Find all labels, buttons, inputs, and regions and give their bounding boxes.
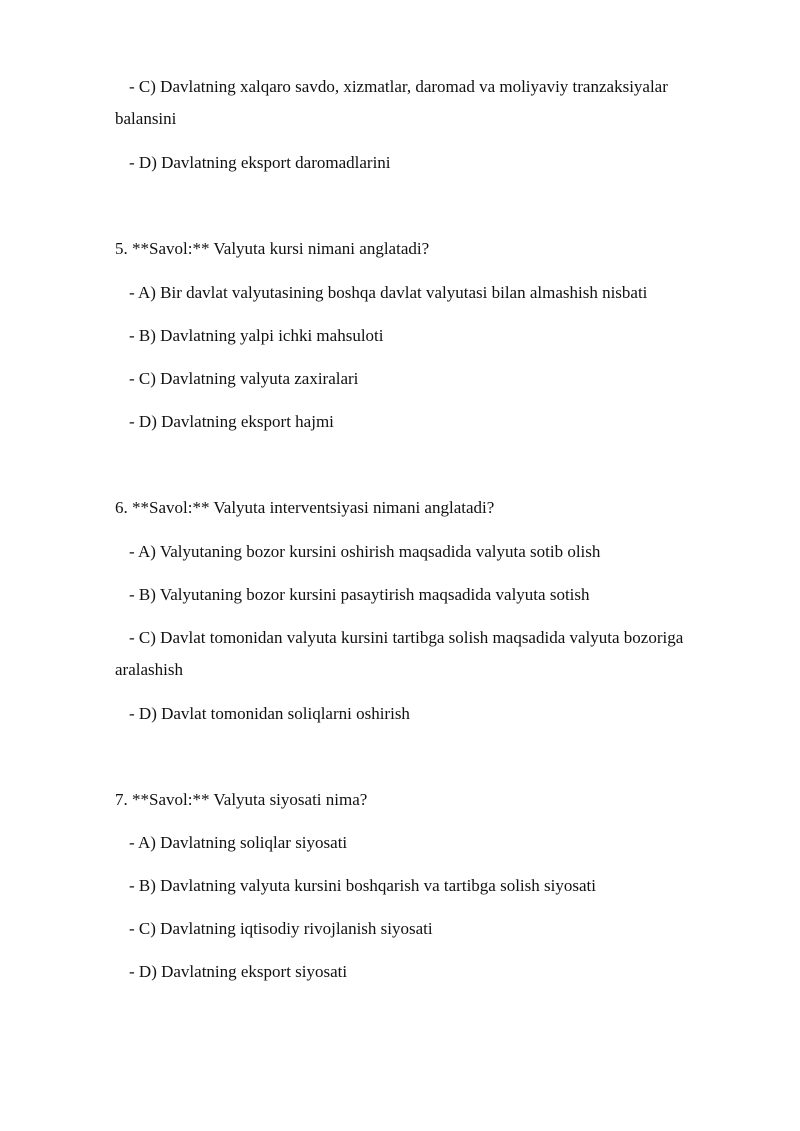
q5-option-a: - A) Bir davlat valyutasining boshqa davlat valyutasi bilan almashish nisbati xyxy=(129,283,648,302)
q5-question: 5. **Savol:** Valyuta kursi nimani anglatadi? xyxy=(115,239,430,258)
q5-option-b: - B) Davlatning yalpi ichki mahsuloti xyxy=(129,326,384,345)
q6-question: 6. **Savol:** Valyuta interventsiyasi nimani anglatadi? xyxy=(115,498,495,517)
q4-option-c-line1: - C) Davlatning xalqaro savdo, xizmatlar, daromad va moliyaviy tranzaksiyalar xyxy=(129,77,668,96)
q7-option-c: - C) Davlatning iqtisodiy rivojlanish siyosati xyxy=(129,919,433,938)
q5-option-c: - C) Davlatning valyuta zaxiralari xyxy=(129,369,359,388)
q6-option-d: - D) Davlat tomonidan soliqlarni oshirish xyxy=(129,704,410,723)
q7-option-d: - D) Davlatning eksport siyosati xyxy=(129,962,348,981)
q4-option-c-line2: balansini xyxy=(115,109,177,128)
q6-option-c-line1: - C) Davlat tomonidan valyuta kursini tartibga solish maqsadida valyuta bozoriga xyxy=(129,628,684,647)
q6-option-b: - B) Valyutaning bozor kursini pasaytirish maqsadida valyuta sotish xyxy=(129,585,590,604)
q6-option-c-line2: aralashish xyxy=(115,660,183,679)
q6-option-a: - A) Valyutaning bozor kursini oshirish maqsadida valyuta sotib olish xyxy=(129,542,601,561)
q7-option-b: - B) Davlatning valyuta kursini boshqarish va tartibga solish siyosati xyxy=(129,876,596,895)
q7-option-a: - A) Davlatning soliqlar siyosati xyxy=(129,833,348,852)
q4-option-d: - D) Davlatning eksport daromadlarini xyxy=(129,153,391,172)
q7-question: 7. **Savol:** Valyuta siyosati nima? xyxy=(115,790,368,809)
q5-option-d: - D) Davlatning eksport hajmi xyxy=(129,412,334,431)
